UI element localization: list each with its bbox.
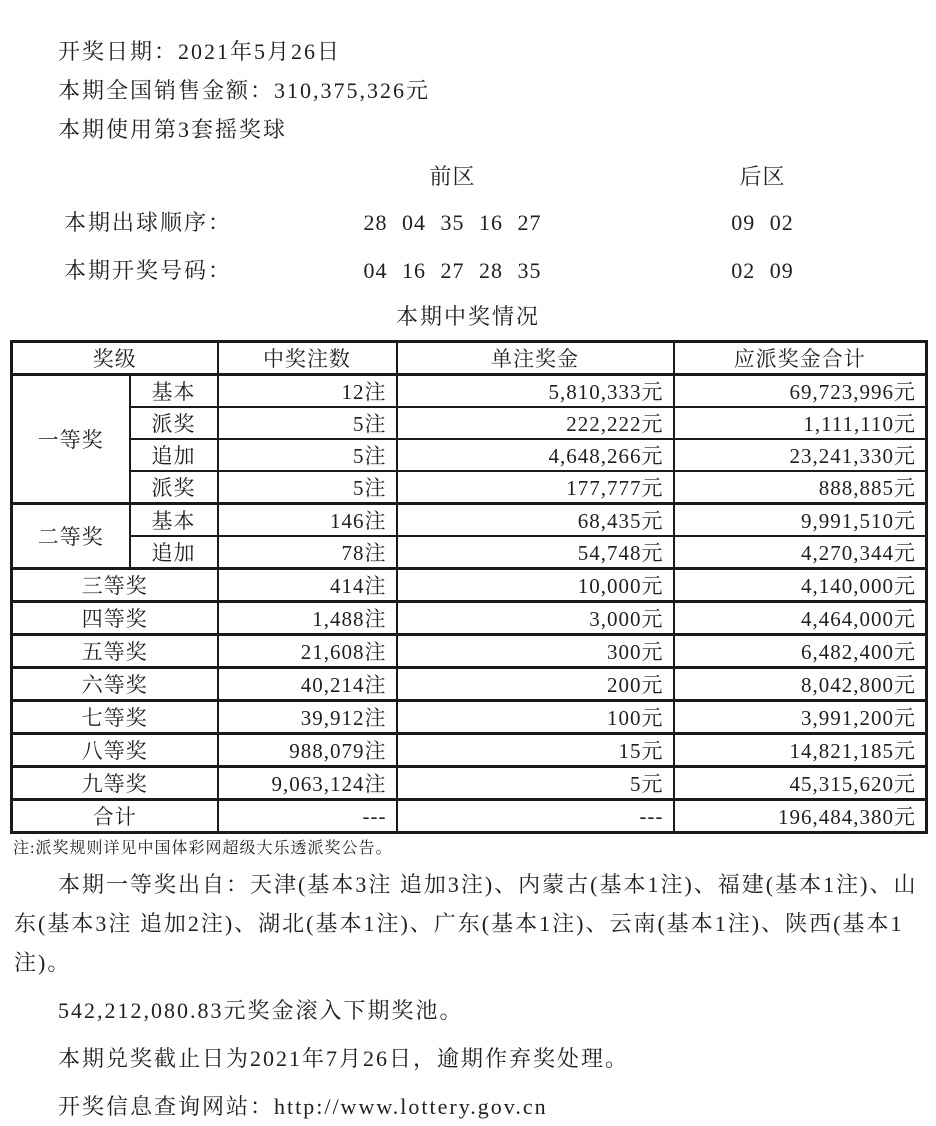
total-prize-cell: 4,270,344元 [674, 536, 927, 569]
zone-header-row [0, 165, 936, 189]
winning-back-numbers: 02 09 [731, 258, 794, 283]
prize-sub-type-cell: 基本 [130, 375, 218, 408]
count-cell: 414注 [218, 569, 397, 602]
top-info-block [0, 0, 936, 149]
front-zone-label: 前区 [429, 164, 476, 189]
table-row [12, 602, 927, 635]
single-prize-cell: 54,748元 [397, 536, 674, 569]
total-prize-cell: 45,315,620元 [674, 767, 927, 800]
first-prize-origin-paragraph: 本期一等奖出自：天津(基本3注 追加3注)、内蒙古(基本1注)、福建(基本1注)、山东(基本3注 追加2注)、湖北(基本1注)、广东(基本1注)、云南(基本1注)、陕西(基本1注)。 [14, 872, 918, 975]
total-prize-cell: 6,482,400元 [674, 635, 927, 668]
table-row [12, 734, 927, 767]
count-cell: 39,912注 [218, 701, 397, 734]
single-prize-cell: 68,435元 [397, 504, 674, 537]
prize-sub-type-cell: 追加 [130, 536, 218, 569]
table-row [12, 701, 927, 734]
table-row [12, 439, 927, 471]
prize-sub-type-cell: 派奖 [130, 407, 218, 439]
query-website-paragraph: 开奖信息查询网站：http://www.lottery.gov.cn [58, 1094, 548, 1119]
total-row-label: 合计 [12, 800, 218, 833]
table-row [12, 375, 927, 408]
prize-sub-type-cell: 派奖 [130, 471, 218, 504]
winning-numbers-label: 本期开奖号码： [64, 258, 233, 283]
ball-order-back-numbers: 09 02 [731, 210, 794, 235]
single-prize-cell: 5元 [397, 767, 674, 800]
single-prize-cell: 100元 [397, 701, 674, 734]
prize-level-cell: 七等奖 [12, 701, 218, 734]
count-cell: 5注 [218, 439, 397, 471]
total-prize-cell: 196,484,380元 [674, 800, 927, 833]
footer-paragraphs [14, 865, 922, 1126]
table-row [12, 407, 927, 439]
single-prize-cell: 300元 [397, 635, 674, 668]
count-cell: 40,214注 [218, 668, 397, 701]
header-prize-level: 奖级 [12, 342, 218, 375]
single-prize-cell: 3,000元 [397, 602, 674, 635]
total-row [12, 800, 927, 833]
zone-header-spacer [0, 165, 300, 189]
prize-group-cell: 二等奖 [12, 504, 130, 569]
single-prize-cell: 15元 [397, 734, 674, 767]
header-winning-count: 中奖注数 [218, 342, 397, 375]
ball-order-row [0, 211, 936, 235]
total-prize-cell: 3,991,200元 [674, 701, 927, 734]
count-cell: 12注 [218, 375, 397, 408]
redeem-deadline-paragraph: 本期兑奖截止日为2021年7月26日，逾期作弃奖处理。 [58, 1046, 630, 1071]
prize-table [10, 340, 928, 834]
count-cell: 1,488注 [218, 602, 397, 635]
single-prize-cell: 177,777元 [397, 471, 674, 504]
count-cell: --- [218, 800, 397, 833]
header-total-prize: 应派奖金合计 [674, 342, 927, 375]
prize-sub-type-cell: 基本 [130, 504, 218, 537]
count-cell: 146注 [218, 504, 397, 537]
total-prize-cell: 1,111,110元 [674, 407, 927, 439]
winning-numbers-row [0, 259, 936, 283]
total-prize-cell: 69,723,996元 [674, 375, 927, 408]
draw-date-line: 开奖日期：2021年5月26日 [58, 39, 342, 64]
single-prize-cell: 4,648,266元 [397, 439, 674, 471]
table-header-row [12, 342, 927, 375]
back-zone-label: 后区 [739, 164, 786, 189]
table-row [12, 569, 927, 602]
ball-order-front-numbers: 28 04 35 16 27 [363, 210, 542, 235]
sales-amount-line: 本期全国销售金额：310,375,326元 [58, 78, 431, 103]
count-cell: 988,079注 [218, 734, 397, 767]
single-prize-cell: 10,000元 [397, 569, 674, 602]
table-row [12, 635, 927, 668]
total-prize-cell: 9,991,510元 [674, 504, 927, 537]
prize-level-cell: 九等奖 [12, 767, 218, 800]
prize-level-cell: 八等奖 [12, 734, 218, 767]
ball-set-line: 本期使用第3套摇奖球 [58, 117, 288, 142]
count-cell: 9,063,124注 [218, 767, 397, 800]
table-row [12, 767, 927, 800]
single-prize-cell: 5,810,333元 [397, 375, 674, 408]
total-prize-cell: 4,140,000元 [674, 569, 927, 602]
count-cell: 5注 [218, 407, 397, 439]
table-row [12, 668, 927, 701]
single-prize-cell: 200元 [397, 668, 674, 701]
rollover-paragraph: 542,212,080.83元奖金滚入下期奖池。 [58, 998, 464, 1023]
prize-level-cell: 五等奖 [12, 635, 218, 668]
total-prize-cell: 888,885元 [674, 471, 927, 504]
total-prize-cell: 8,042,800元 [674, 668, 927, 701]
winning-front-numbers: 04 16 27 28 35 [363, 258, 542, 283]
single-prize-cell: 222,222元 [397, 407, 674, 439]
prize-level-cell: 三等奖 [12, 569, 218, 602]
prize-level-cell: 四等奖 [12, 602, 218, 635]
count-cell: 78注 [218, 536, 397, 569]
rule-note: 注:派奖规则详见中国体彩网超级大乐透派奖公告。 [13, 840, 393, 857]
table-row [12, 536, 927, 569]
total-prize-cell: 4,464,000元 [674, 602, 927, 635]
prize-group-cell: 一等奖 [12, 375, 130, 504]
prize-level-cell: 六等奖 [12, 668, 218, 701]
count-cell: 5注 [218, 471, 397, 504]
table-row [12, 471, 927, 504]
prize-table-title: 本期中奖情况 [395, 304, 540, 329]
count-cell: 21,608注 [218, 635, 397, 668]
total-prize-cell: 14,821,185元 [674, 734, 927, 767]
prize-sub-type-cell: 追加 [130, 439, 218, 471]
table-row [12, 504, 927, 537]
total-prize-cell: 23,241,330元 [674, 439, 927, 471]
header-single-prize: 单注奖金 [397, 342, 674, 375]
ball-order-label: 本期出球顺序： [64, 210, 233, 235]
single-prize-cell: --- [397, 800, 674, 833]
